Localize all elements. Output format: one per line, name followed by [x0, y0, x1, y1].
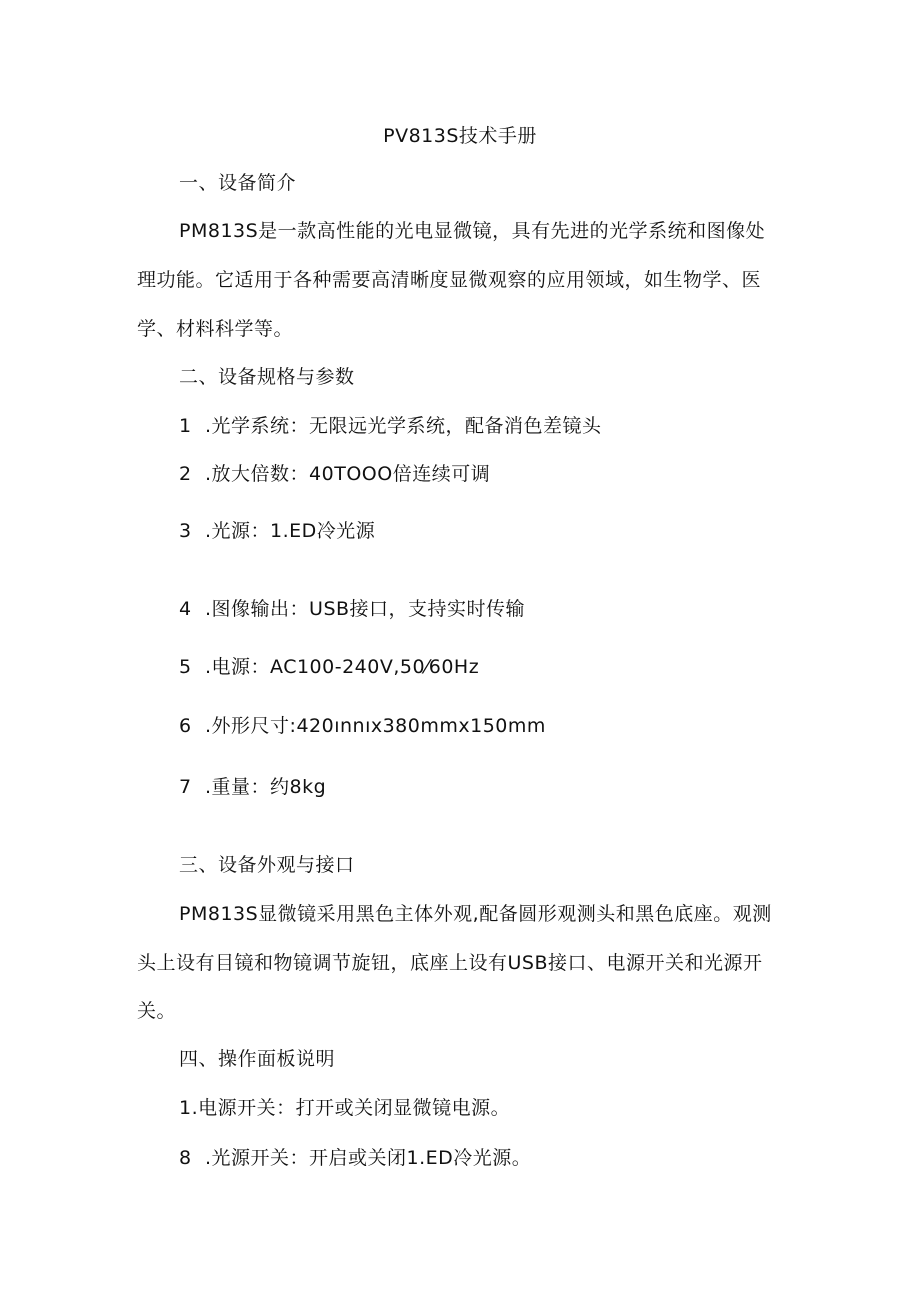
- spec-item-text: .光源：1.ED冷光源: [205, 520, 376, 542]
- spec-item-number: 6: [179, 715, 192, 737]
- overview-paragraph-line-2: 理功能。它适用于各种需要高清晰度显微观察的应用领域，如生物学、医: [137, 269, 762, 291]
- appearance-paragraph-line-2: 头上设有目镜和物镜调节旋钮，底座上设有USB接口、电源开关和光源开: [137, 952, 763, 974]
- spec-item-number: 3: [179, 520, 192, 542]
- spec-item-text: .放大倍数：40TOOO倍连续可调: [205, 463, 491, 485]
- section-heading-appearance: 三、设备外观与接口: [179, 854, 355, 876]
- section-heading-overview: 一、设备简介: [179, 172, 297, 194]
- spec-item-optical-system: [179, 414, 602, 438]
- spec-item-number: 7: [179, 776, 192, 798]
- appearance-paragraph-line-1: PM813S显微镜采用黑色主体外观,配备圆形观测头和黑色底座。观测: [179, 903, 772, 925]
- spec-item-number: 2: [179, 463, 192, 485]
- spec-item-power: [179, 655, 479, 679]
- spec-item-weight: [179, 775, 326, 799]
- panel-item-number: 8: [179, 1147, 192, 1169]
- spec-item-text: .电源：AC100-240V,50⁄60Hz: [205, 656, 480, 678]
- spec-item-number: 1: [179, 415, 192, 437]
- spec-item-text: .光学系统：无限远光学系统，配备消色差镜头: [205, 415, 602, 437]
- spec-item-image-output: [179, 597, 525, 621]
- spec-item-magnification: [179, 462, 490, 486]
- spec-item-light-source: [179, 519, 375, 543]
- overview-paragraph-line-3: 学、材料科学等。: [137, 318, 294, 340]
- section-heading-panel: 四、操作面板说明: [179, 1048, 336, 1070]
- spec-item-text: .重量：约8kg: [205, 776, 327, 798]
- spec-item-dimensions: [179, 714, 546, 738]
- overview-paragraph-line-1: PM813S是一款高性能的光电显微镜，具有先进的光学系统和图像处: [179, 220, 766, 242]
- spec-item-number: 4: [179, 598, 192, 620]
- appearance-paragraph-line-3: 关。: [137, 1000, 177, 1022]
- section-heading-specs: 二、设备规格与参数: [179, 366, 355, 388]
- panel-item-text: .光源开关：开启或关闭1.ED冷光源。: [205, 1147, 532, 1169]
- spec-item-number: 5: [179, 656, 192, 678]
- panel-item-light-switch: [179, 1146, 531, 1170]
- panel-item-power-switch: 1.电源开关：打开或关闭显微镜电源。: [179, 1097, 511, 1119]
- document-title: PV813S技术手册: [383, 125, 537, 147]
- spec-item-text: .图像输出：USB接口，支持实时传输: [205, 598, 526, 620]
- spec-item-text: .外形尺寸:420ınnıx380mmx150mm: [205, 715, 546, 737]
